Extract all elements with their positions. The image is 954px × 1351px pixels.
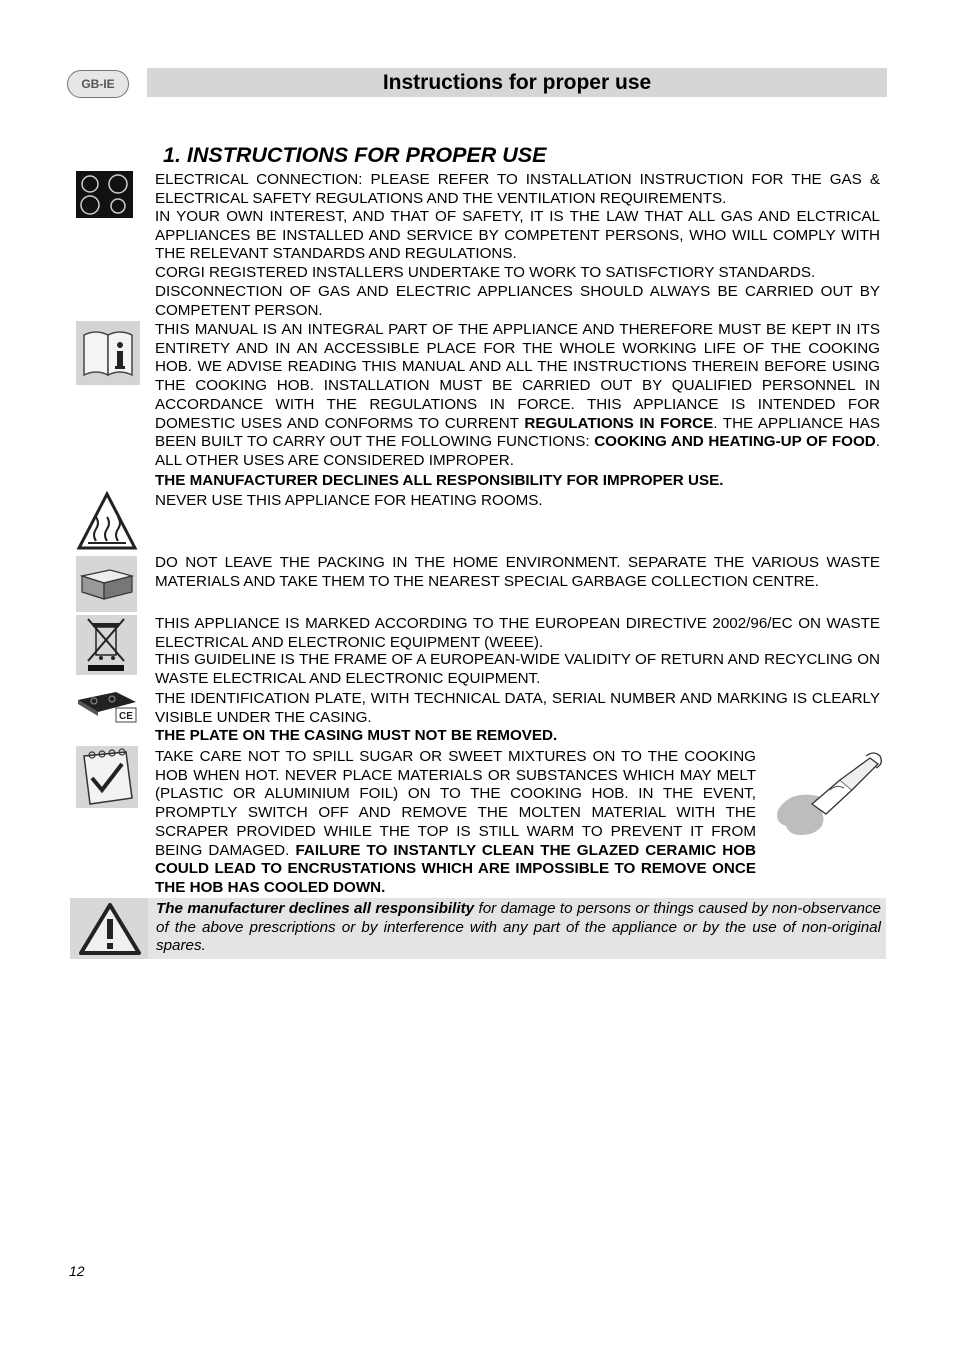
packing-text: DO NOT LEAVE THE PACKING IN THE HOME ENVIRONMENT. SEPARATE THE VARIOUS WASTE MATERIALS AND TAKE THEM TO THE NEAREST SPECIAL GARBAGE COLLECTION CENTRE. — [155, 554, 880, 590]
cooking-functions: COOKING AND HEATING-UP OF FOOD — [594, 433, 876, 451]
scraper-icon — [770, 750, 886, 840]
heating-rooms-text: NEVER USE THIS APPLIANCE FOR HEATING ROOMS. — [155, 492, 543, 509]
packing-box-icon — [76, 556, 137, 612]
ceramic-hob-icon — [76, 171, 133, 218]
warning-icon-cell — [70, 898, 148, 959]
identification-plate-text: THE IDENTIFICATION PLATE, WITH TECHNICAL DATA, SERIAL NUMBER AND MARKING IS CLEARLY VISIBLE UNDER THE CASING. — [155, 690, 880, 726]
manual-text — [155, 321, 880, 471]
safety-law-text: IN YOUR OWN INTEREST, AND THAT OF SAFETY, IT IS THE LAW THAT ALL GAS AND ELCTRICAL APPLIANCES BE INSTALLED AND SERVICE BY COMPETENT PERSONS, WHO WILL COMPLY WITH THE RELEVANT STANDARDS AND REGULATIONS. — [155, 208, 880, 263]
page-number: 12 — [69, 1263, 85, 1279]
lang-badge: GB-IE — [67, 70, 129, 98]
manual-text-e: . ALL OTHER USES ARE CONSIDERED IMPROPER. — [155, 433, 881, 469]
spill-care-text-a: TAKE CARE NOT TO SPILL SUGAR OR SWEET MIXTURES ON TO THE COOKING HOB WHEN HOT. NEVER PLACE MATERIALS OR SUBSTANCES WHICH MAY MELT (PLASTIC OR ALUMINIUM FOIL) ON TO THE COOKING HOB. IN THE EVENT, PROMPTLY SWITCH OFF AND REMOVE THE MOLTEN MATERIAL WITH THE SCRAPER PROVIDED WHILE THE TOP IS STILL WARM TO PREVENT IT FROM BEING DAMAGED. — [155, 748, 756, 859]
warning-rest-text: for damage to persons or things caused by non-observance of the above prescriptions or by interference with any part of the appliance or by the use of non-original spares. — [156, 900, 882, 955]
notepad-check-icon — [76, 746, 138, 808]
electrical-connection-text: ELECTRICAL CONNECTION: PLEASE REFER TO INSTALLATION INSTRUCTION FOR THE GAS & ELECTRICAL SAFETY REGULATIONS AND THE VENTILATION REQUIREMENTS. — [155, 171, 880, 207]
page-header-title: Instructions for proper use — [382, 71, 652, 94]
manual-info-icon — [76, 321, 140, 385]
manual-text-c: . THE APPLIANCE HAS BEEN BUILT TO CARRY OUT THE FOLLOWING FUNCTIONS: — [155, 414, 880, 451]
corgi-text: CORGI REGISTERED INSTALLERS UNDERTAKE TO WORK TO SATISFCTIORY STANDARDS. — [155, 264, 816, 281]
warning-box — [70, 898, 886, 959]
header-bar — [147, 68, 887, 97]
weee-text: THIS APPLIANCE IS MARKED ACCORDING TO THE EUROPEAN DIRECTIVE 2002/96/EC ON WASTE ELECTRICAL AND ELECTRONIC EQUIPMENT (WEEE). — [155, 615, 880, 651]
warning-bold-text: The manufacturer declines all responsibility — [156, 900, 475, 917]
warning-triangle-icon — [78, 902, 142, 956]
regulations-in-force: REGULATIONS IN FORCE — [524, 414, 714, 432]
hot-surface-icon — [76, 491, 138, 551]
warning-text — [156, 900, 881, 956]
improper-use-text: THE MANUFACTURER DECLINES ALL RESPONSIBILITY FOR IMPROPER USE. — [155, 472, 724, 489]
section-title: 1. INSTRUCTIONS FOR PROPER USE — [163, 143, 547, 167]
plate-not-removed-text: THE PLATE ON THE CASING MUST NOT BE REMOVED. — [155, 727, 558, 744]
ce-plate-icon — [76, 688, 137, 724]
weee-bin-icon — [76, 615, 137, 675]
failure-to-clean-text: FAILURE TO INSTANTLY CLEAN THE GLAZED CERAMIC HOB COULD LEAD TO ENCRUSTATIONS WHICH ARE IMPOSSIBLE TO REMOVE ONCE THE HOB HAS COOLED DOWN. — [155, 841, 756, 896]
manual-text-a: THIS MANUAL IS AN INTEGRAL PART OF THE APPLIANCE AND THEREFORE MUST BE KEPT IN ITS ENTIRETY AND IN AN ACCESSIBLE PLACE FOR THE WHOLE WORKING LIFE OF THE COOKING HOB. WE ADVISE READING THIS MANUAL AND ALL THE INSTRUCTIONS THEREIN BEFORE USING THE COOKING HOB. INSTALLATION MUST BE CARRIED OUT BY QUALIFIED PERSONNEL IN ACCORDANCE WITH THE REGULATIONS IN FORCE. THIS APPLIANCE IS INTENDED FOR DOMESTIC USES AND CONFORMS TO CURRENT — [155, 321, 880, 432]
svg-text:CE: CE — [119, 711, 133, 722]
recycling-text: THIS GUIDELINE IS THE FRAME OF A EUROPEAN-WIDE VALIDITY OF RETURN AND RECYCLING ON WASTE ELECTRICAL AND ELECTRONIC EQUIPMENT. — [155, 651, 880, 687]
spill-care-text — [155, 748, 756, 898]
disconnection-text: DISCONNECTION OF GAS AND ELECTRIC APPLIANCES SHOULD ALWAYS BE CARRIED OUT BY COMPETENT PERSON. — [155, 283, 880, 319]
